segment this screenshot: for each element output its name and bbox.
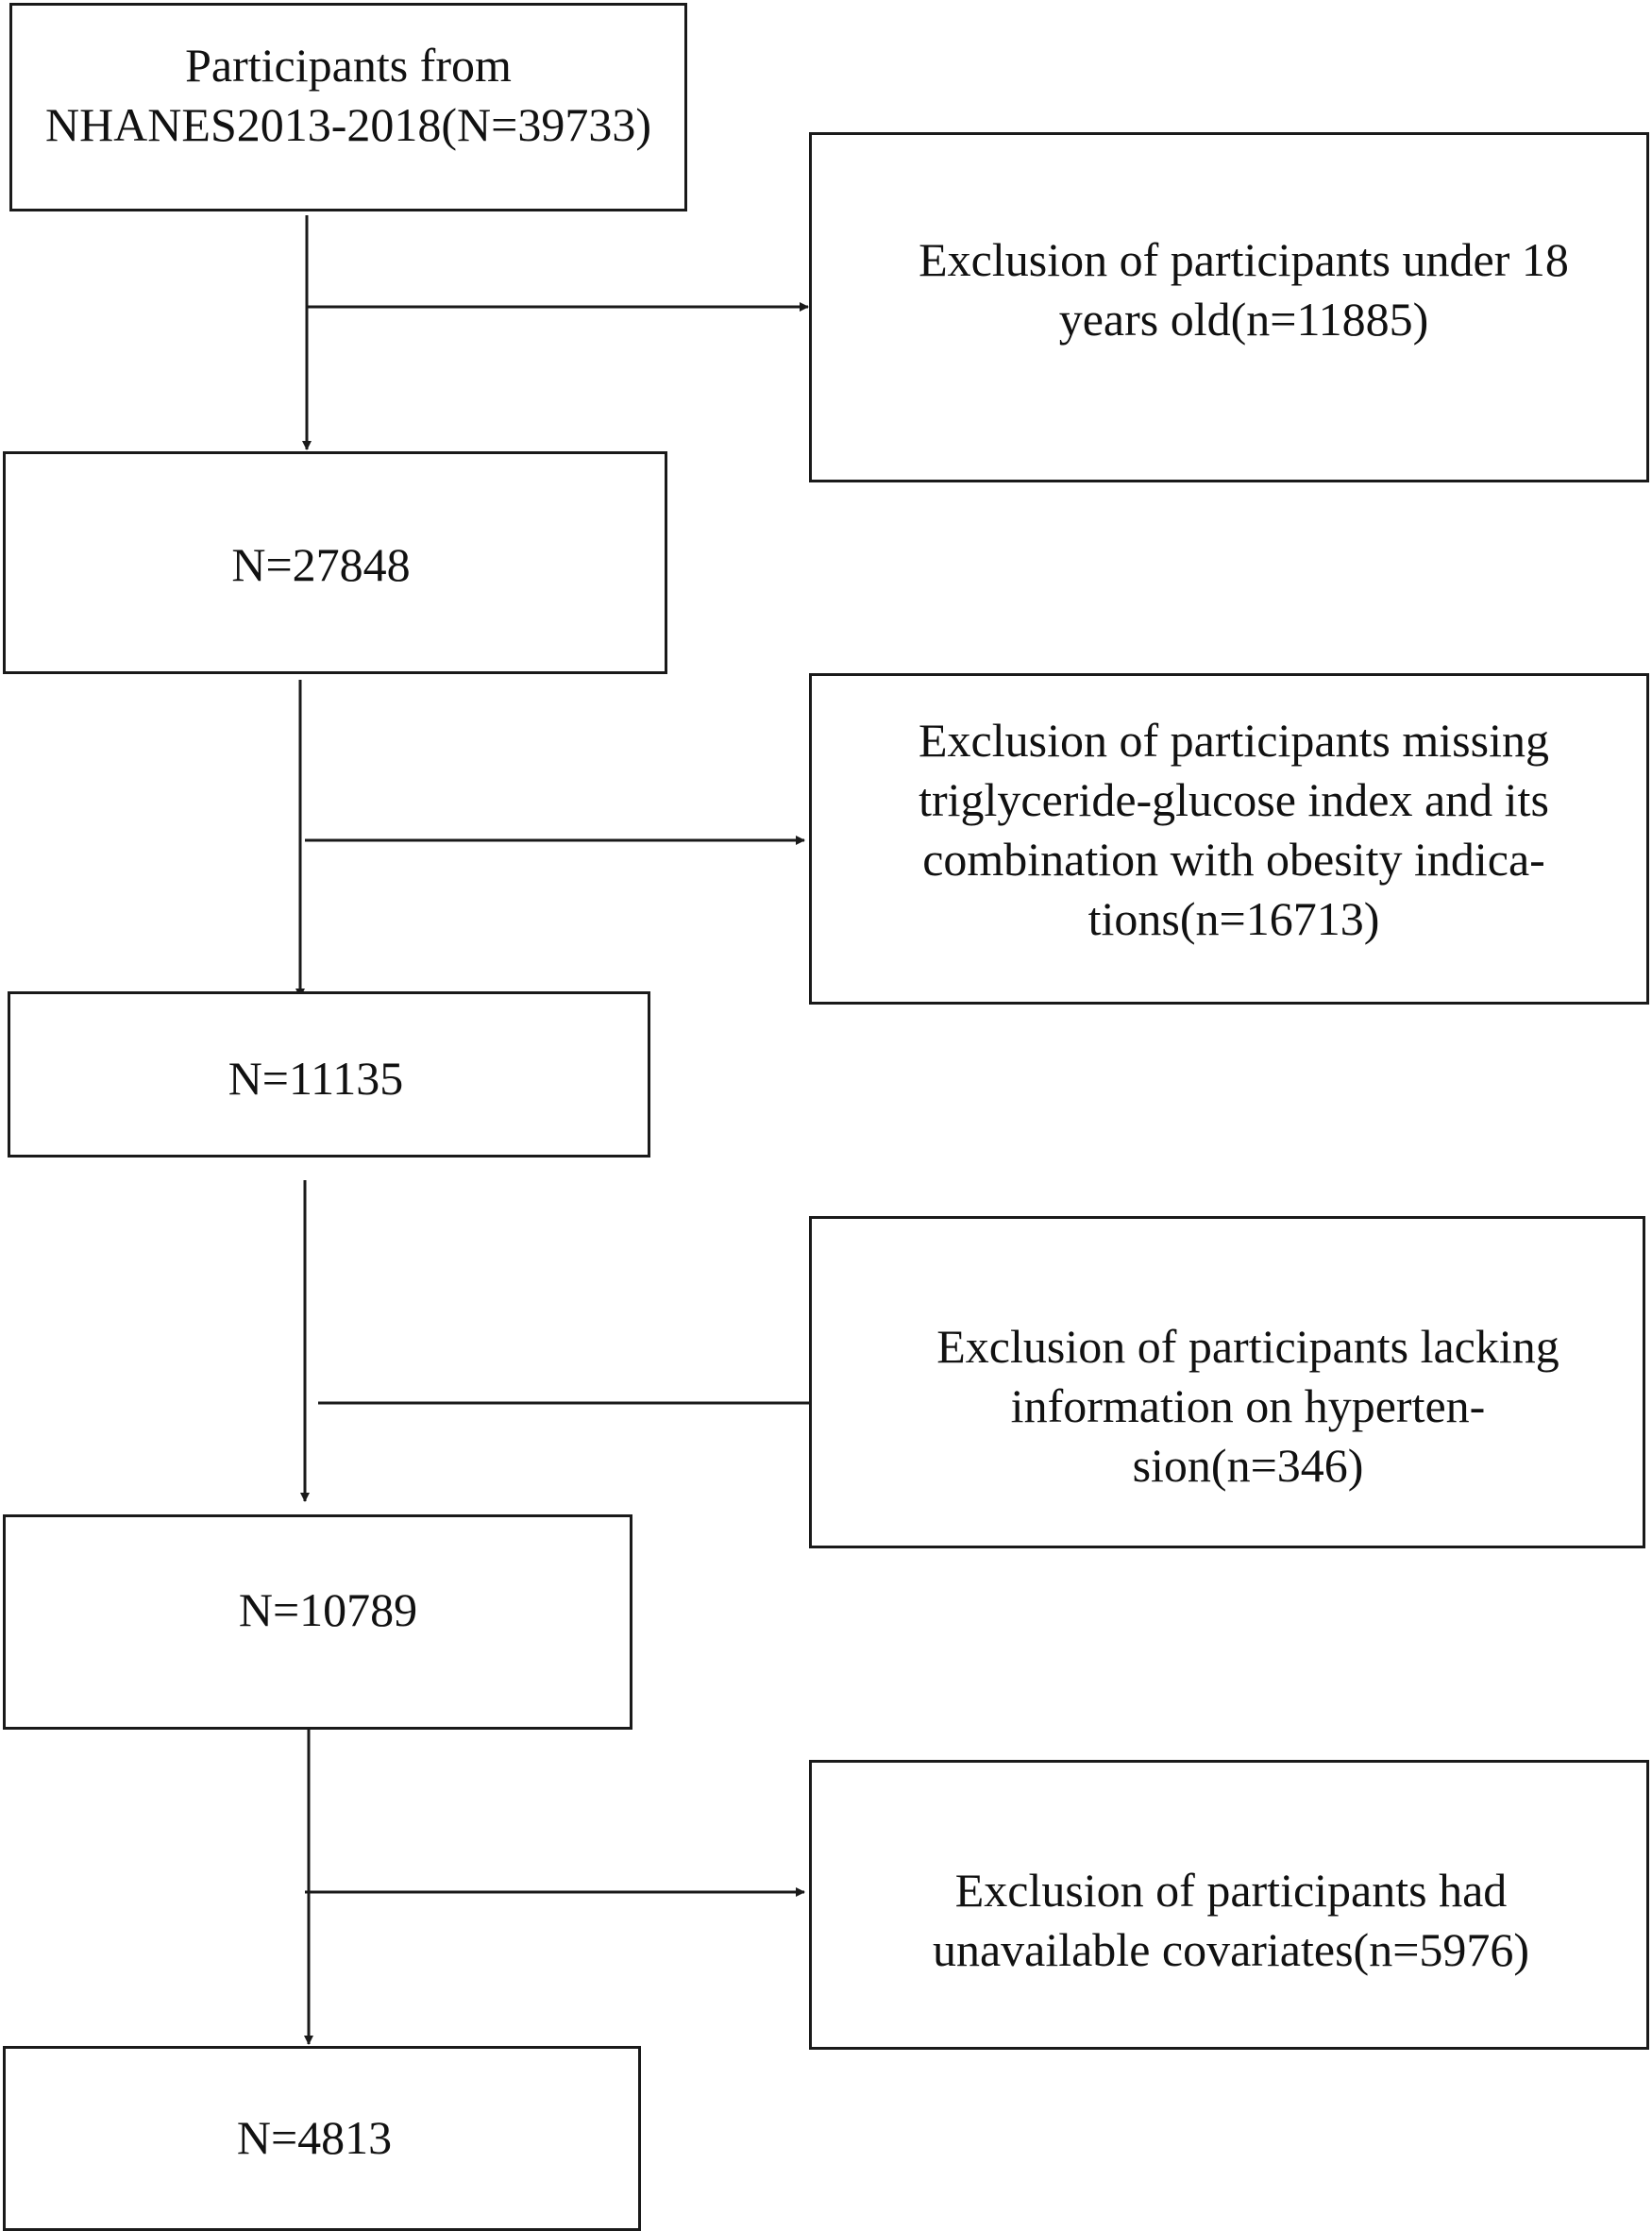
n-10789-label: N=10789 [238, 1583, 418, 1636]
participants-box-line-1: Participants from [185, 39, 512, 92]
n-4813-box [3, 2046, 641, 2231]
n-27848-label: N=27848 [231, 538, 411, 591]
exclusion-box-tyg-index-line-2: triglyceride-glucose index and its [919, 773, 1549, 826]
exclusion-box-hypertension-line-2: information on hyperten- [1010, 1379, 1486, 1432]
participants-box [9, 3, 687, 211]
n-11135-box [8, 991, 650, 1158]
exclusion-box-hypertension-line-1: Exclusion of participants lacking [936, 1320, 1559, 1373]
n-4813-label: N=4813 [236, 2111, 393, 2164]
exclusion-box-under-18 [809, 132, 1649, 482]
exclusion-box-covariates [809, 1760, 1649, 2050]
exclusion-box-covariates-line-1: Exclusion of participants had [954, 1864, 1508, 1917]
exclusion-box-under-18-line-1: Exclusion of participants under 18 [919, 233, 1569, 286]
exclusion-box-tyg-index-line-1: Exclusion of participants missing [919, 714, 1549, 767]
n-10789-box [3, 1514, 632, 1730]
participants-box-line-2: NHANES2013-2018(N=39733) [44, 98, 652, 151]
exclusion-box-covariates-line-2: unavailable covariates(n=5976) [932, 1923, 1530, 1976]
n-27848-box [3, 451, 667, 674]
exclusion-box-hypertension [809, 1216, 1645, 1548]
n-11135-label: N=11135 [228, 1052, 404, 1105]
exclusion-box-tyg-index-line-4: tions(n=16713) [1087, 892, 1380, 945]
exclusion-box-tyg-index-line-3: combination with obesity indica- [922, 833, 1545, 886]
exclusion-box-hypertension-line-3: sion(n=346) [1132, 1439, 1364, 1492]
exclusion-box-under-18-line-2: years old(n=11885) [1058, 293, 1429, 346]
exclusion-box-tyg-index [809, 673, 1649, 1005]
